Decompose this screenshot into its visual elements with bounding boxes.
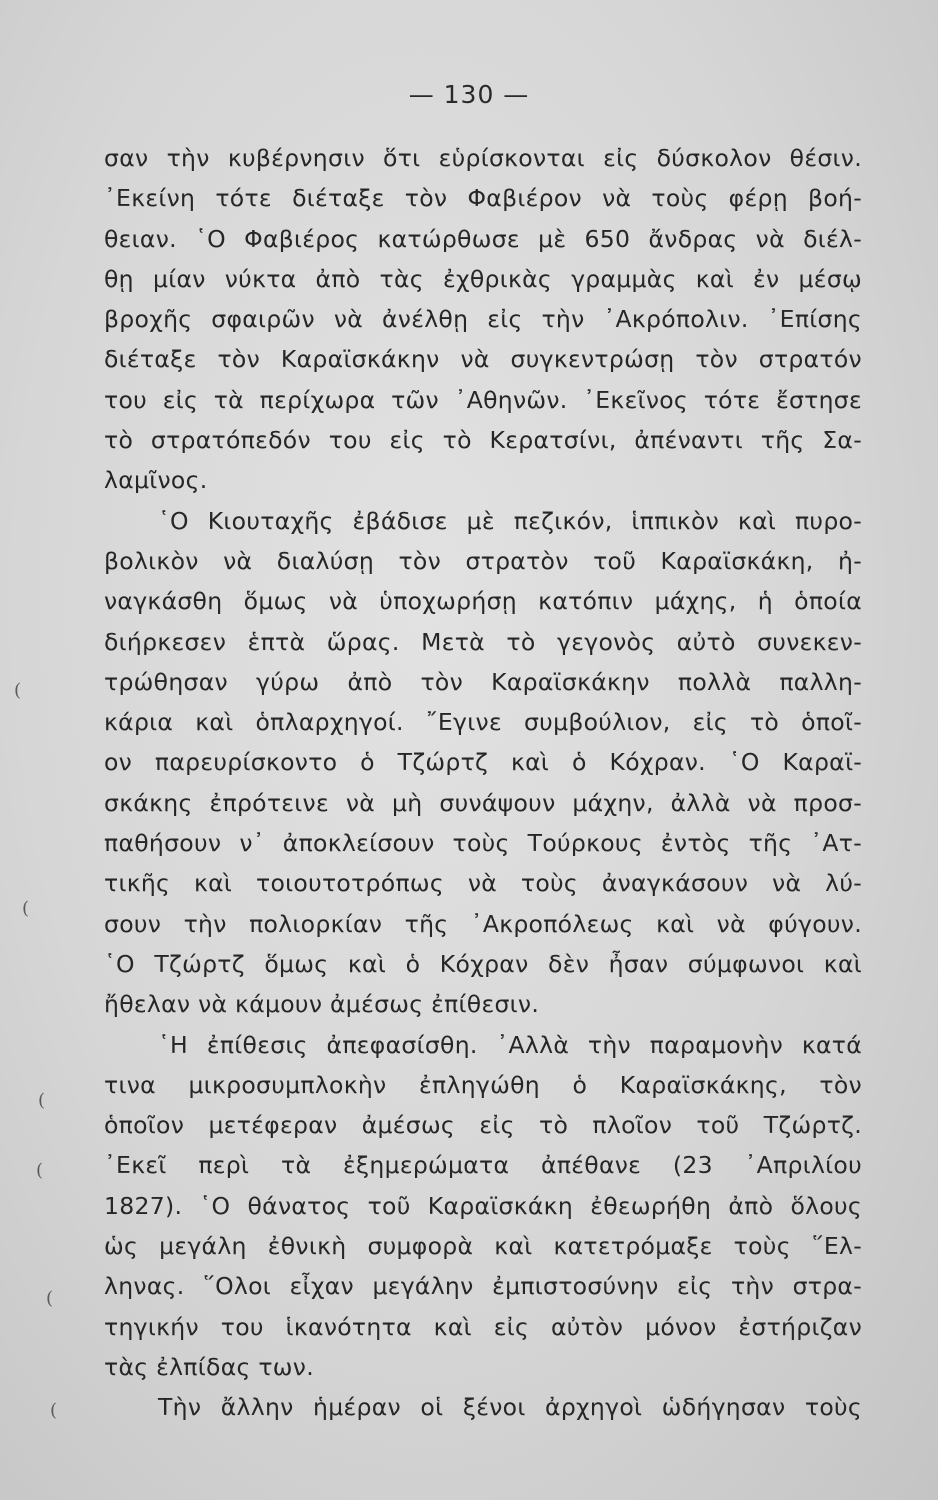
- body-text: [104, 138, 862, 1428]
- margin-speck: (: [22, 898, 30, 919]
- text-line: του εἰς τὰ περίχωρα τῶν ᾿Αθηνῶν. ᾿Εκεῖνος τότε ἔστησε: [104, 385, 862, 414]
- text-line: ναγκάσθη ὅμως νὰ ὑποχωρήσῃ κατόπιν μάχης, ἡ ὁποία: [104, 587, 862, 616]
- text-line: βροχῆς σφαιρῶν νὰ ἀνέλθῃ εἰς τὴν ᾿Ακρόπολιν. ᾿Επίσης: [104, 305, 862, 334]
- text-line: τηγικήν του ἱκανότητα καὶ εἰς αὐτὸν μόνον ἐστήριζαν: [104, 1312, 862, 1341]
- text-line: λαμῖνος.: [104, 466, 208, 495]
- text-line: ον παρευρίσκοντο ὁ Τζώρτζ καὶ ὁ Κόχραν. ῾Ο Καραϊ-: [104, 748, 862, 777]
- text-line: τινα μικροσυμπλοκὴν ἐπληγώθη ὁ Καραϊσκάκης, τὸν: [104, 1070, 862, 1099]
- text-line: τὰς ἐλπίδας των.: [104, 1352, 314, 1381]
- text-line: διέταξε τὸν Καραϊσκάκην νὰ συγκεντρώσῃ τὸν στρατόν: [104, 345, 862, 374]
- margin-speck: (: [14, 680, 22, 701]
- text-line: σαν τὴν κυβέρνησιν ὅτι εὑρίσκονται εἰς δύσκολον θέσιν.: [104, 144, 862, 172]
- text-line: τὸ στρατόπεδόν του εἰς τὸ Κερατσίνι, ἀπέναντι τῆς Σα-: [104, 426, 862, 455]
- text-line: ᾿Εκείνη τότε διέταξε τὸν Φαβιέρον νὰ τοὺς φέρῃ βοή-: [104, 184, 862, 213]
- text-line: ῾Ο Κιουταχῆς ἐβάδισε μὲ πεζικόν, ἱππικὸν καὶ πυρο-: [158, 506, 862, 535]
- text-line: 1827). ῾Ο θάνατος τοῦ Καραϊσκάκη ἐθεωρήθη ἀπὸ ὅλους: [104, 1191, 862, 1220]
- text-line: θῃ μίαν νύκτα ἀπὸ τὰς ἐχθρικὰς γραμμὰς καὶ ἐν μέσῳ: [104, 264, 862, 293]
- text-line: Τὴν ἄλλην ἡμέραν οἱ ξένοι ἀρχηγοὶ ὡδήγησαν τοὺς: [158, 1393, 862, 1422]
- text-line: βολικὸν νὰ διαλύσῃ τὸν στρατὸν τοῦ Καραϊσκάκη, ἠ-: [104, 546, 862, 575]
- text-line: παθήσουν ν᾿ ἀποκλείσουν τοὺς Τούρκους ἐντὸς τῆς ᾿Ατ-: [104, 829, 862, 858]
- text-line: τικῆς καὶ τοιουτοτρόπως νὰ τοὺς ἀναγκάσουν νὰ λύ-: [104, 869, 862, 898]
- margin-speck: (: [50, 1400, 58, 1421]
- page-number: — 130 —: [408, 80, 530, 109]
- margin-speck: (: [46, 1288, 54, 1309]
- text-line: τρώθησαν γύρω ἀπὸ τὸν Καραϊσκάκην πολλὰ παλλη-: [104, 667, 862, 696]
- text-line: ῾Η ἐπίθεσις ἀπεφασίσθη. ᾿Αλλὰ τὴν παραμονὴν κατά: [158, 1030, 862, 1059]
- text-line: ἤθελαν νὰ κάμουν ἀμέσως ἐπίθεσιν.: [104, 990, 540, 1019]
- text-line: ὁποῖον μετέφεραν ἀμέσως εἰς τὸ πλοῖον τοῦ Τζώρτζ.: [104, 1111, 862, 1140]
- text-line: ληνας. ῞Ολοι εἶχαν μεγάλην ἐμπιστοσύνην εἰς τὴν στρα-: [104, 1272, 862, 1301]
- text-line: διήρκεσεν ἑπτὰ ὥρας. Μετὰ τὸ γεγονὸς αὐτὸ συνεκεν-: [104, 627, 862, 656]
- text-line: σουν τὴν πολιορκίαν τῆς ᾿Ακροπόλεως καὶ νὰ φύγουν.: [104, 909, 862, 938]
- text-line: ῾Ο Τζώρτζ ὅμως καὶ ὁ Κόχραν δὲν ἦσαν σύμφωνοι καὶ: [104, 949, 862, 978]
- text-line: κάρια καὶ ὁπλαρχηγοί. ῎Εγινε συμβούλιον, εἰς τὸ ὁποῖ-: [104, 708, 862, 737]
- text-line: θειαν. ῾Ο Φαβιέρος κατώρθωσε μὲ 650 ἄνδρας νὰ διέλ-: [104, 224, 862, 253]
- text-line: ὡς μεγάλη ἐθνικὴ συμφορὰ καὶ κατετρόμαξε τοὺς ῞Ελ-: [104, 1232, 862, 1261]
- text-line: σκάκης ἐπρότεινε νὰ μὴ συνάψουν μάχην, ἀλλὰ νὰ προσ-: [104, 788, 862, 817]
- text-line: ᾿Εκεῖ περὶ τὰ ἐξημερώματα ἀπέθανε (23 ᾿Απριλίου: [104, 1151, 862, 1180]
- margin-speck: (: [38, 1090, 46, 1111]
- margin-speck: (: [36, 1160, 44, 1181]
